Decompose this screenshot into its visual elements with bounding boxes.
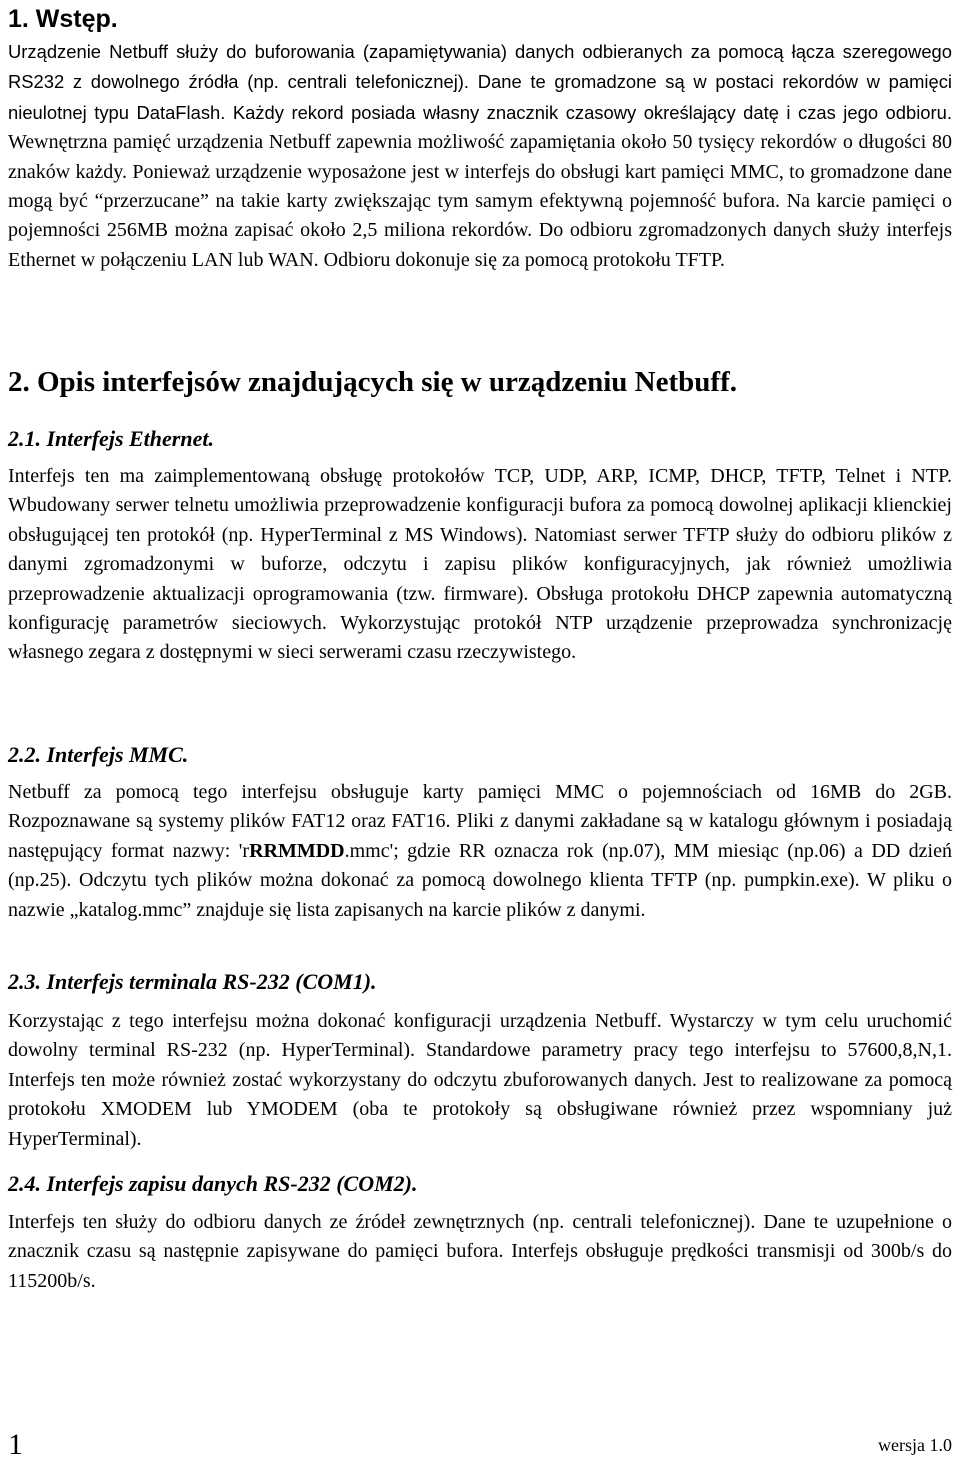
section-1-paragraph-sans: Urządzenie Netbuff służy do buforowania (zapamiętywania) danych odbieranych za pomocą łącza szeregowego RS232 z dowolnego źródła (np. centrali telefonicznej). Dane te gromadzone są w postaci rekordów w pamięci nieulotnej typu DataFlash. Każdy rekord posiada własny znacznik czasowy określający datę i czas jego odbioru.	[8, 41, 952, 123]
section-2-4-heading: 2.4. Interfejs zapisu danych RS-232 (COM2).	[8, 1171, 418, 1196]
section-2-heading: 2. Opis interfejsów znajdujących się w urządzeniu Netbuff.	[8, 366, 737, 398]
section-1-heading: 1. Wstęp.	[8, 5, 118, 33]
filename-format-bold: RRMMDD	[249, 839, 345, 862]
section-2-2-paragraph: Netbuff za pomocą tego interfejsu obsługuje karty pamięci MMC o pojemnościach od 16MB do 2GB. Rozpoznawane są systemy plików FAT12 oraz FAT16. Pliki z danymi zakładane są w katalogu głównym i posiadają następujący format nazwy: 'rRRMMDD.mmc'; gdzie RR oznacza rok (np.07), MM miesiąc (np.06) a DD dzień (np.25). Odczytu tych plików można dokonać za pomocą dowolnego klienta TFTP (np. pumpkin.exe). W pliku o nazwie „katalog.mmc” znajduje się lista zapisanych na karcie plików z danymi.	[8, 781, 952, 921]
section-2-3-paragraph: Korzystając z tego interfejsu można dokonać konfiguracji urządzenia Netbuff. Wystarczy w tym celu uruchomić dowolny terminal RS-232 (np. HyperTerminal). Standardowe parametry pracy tego interfejsu to 57600,8,N,1. Interfejs ten może również zostać wykorzystany do odczytu zbuforowanych danych. Jest to realizowane za pomocą protokołu XMODEM lub YMODEM (oba te protokoły są obsługiwane również przez wspomniany już HyperTerminal).	[8, 1010, 952, 1150]
section-2-4-paragraph: Interfejs ten służy do odbioru danych ze źródeł zewnętrznych (np. centrali telefonicznej). Dane te uzupełnione o znacznik czasu są następnie zapisywane do pamięci bufora. Interfejs obsługuje prędkości transmisji od 300b/s do 115200b/s.	[8, 1211, 952, 1292]
section-2-1-paragraph: Interfejs ten ma zaimplementowaną obsługę protokołów TCP, UDP, ARP, ICMP, DHCP, TFTP, Telnet i NTP. Wbudowany serwer telnetu umożliwia przeprowadzenie konfiguracji bufora za pomocą dowolnej aplikacji klienckiej obsługującej ten protokół (np. HyperTerminal z MS Windows). Natomiast serwer TFTP służy do odbioru plików z danymi zgromadzonymi w buforze, odczytu i zapisu plików konfiguracyjnych, jak również umożliwia przeprowadzenie aktualizacji oprogramowania (tzw. firmware). Obsługa protokołu DHCP zapewnia automatyczną konfigurację parametrów sieciowych. Wykorzystując protokół NTP urządzenie przeprowadza synchronizację własnego zegara z dostępnymi w sieci serwerami czasu rzeczywistego.	[8, 465, 952, 664]
section-1-paragraph-serif: Wewnętrzna pamięć urządzenia Netbuff zapewnia możliwość zapamiętania około 50 tysięcy rekordów o długości 80 znaków każdy. Ponieważ urządzenie wyposażone jest w interfejs do obsługi kart pamięci MMC, to gromadzone dane mogą być “przerzucane” na takie karty zwiększając tym samym efektywną pojemność bufora. Na karcie pamięci o pojemności 256MB można zapisać około 2,5 miliona rekordów. Do odbioru zgromadzonych danych służy interfejs Ethernet w połączeniu LAN lub WAN. Odbioru dokonuje się za pomocą protokołu TFTP.	[8, 131, 952, 271]
section-1-body	[8, 37, 952, 275]
section-2-2-heading: 2.2. Interfejs MMC.	[8, 742, 189, 767]
version-label: wersja 1.0	[878, 1435, 952, 1455]
page-number: 1	[8, 1428, 23, 1461]
section-2-3-heading: 2.3. Interfejs terminala RS-232 (COM1).	[8, 969, 377, 994]
section-2-1-heading: 2.1. Interfejs Ethernet.	[8, 426, 214, 451]
